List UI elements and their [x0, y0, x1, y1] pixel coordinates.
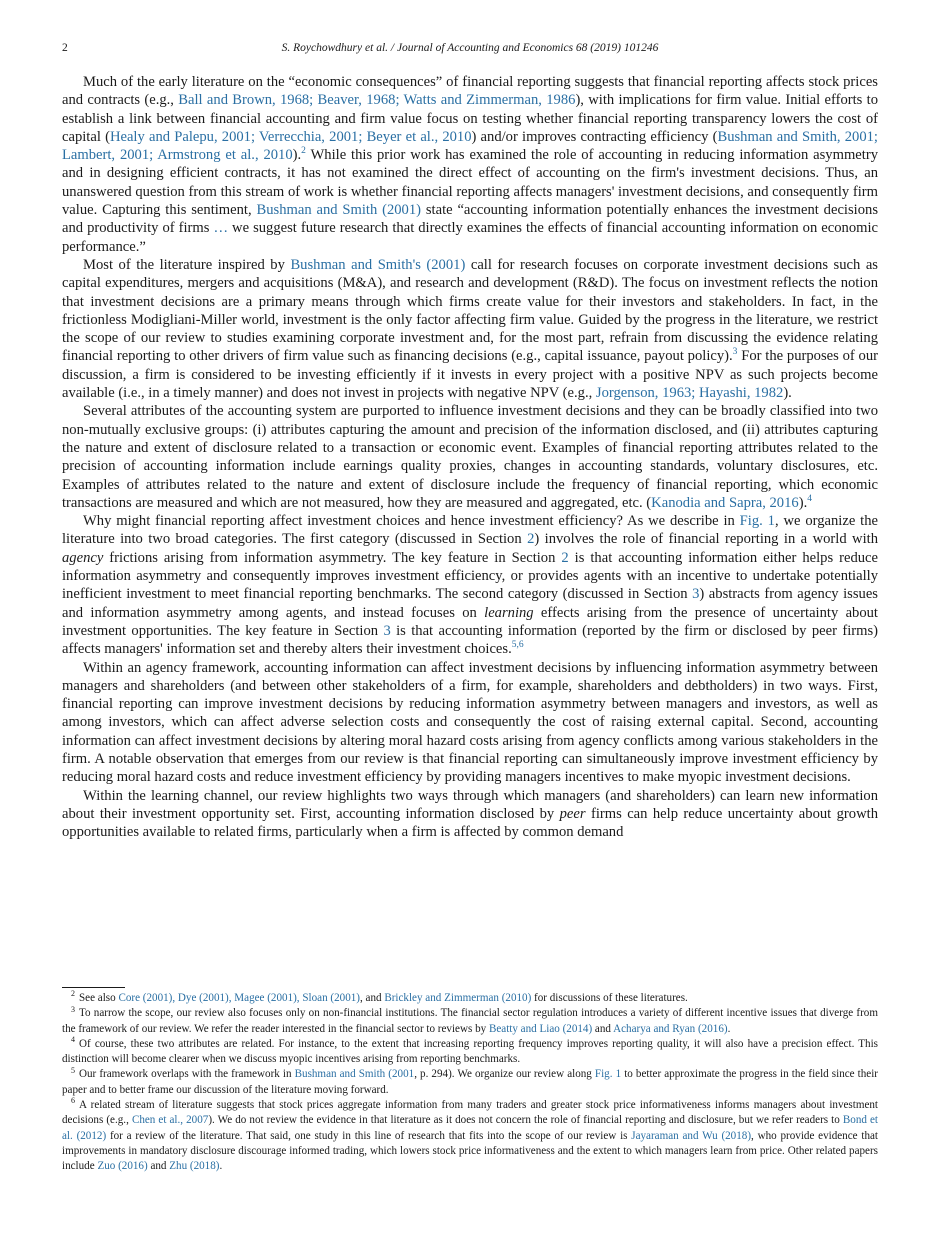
citation-link[interactable]: Kanodia and Sapra, 2016 [651, 494, 799, 511]
footnote-marker[interactable]: 2 [301, 146, 306, 157]
footnote-divider [62, 987, 125, 988]
footnote-4: $^4$ Of course, these two attributes are related. For instance, to the extent that increasing reporting frequency improves reporting quality, it will also have a precision effect. This distinction will become clearer when we discuss myopic incentives arising from reporting benchmarks. [62, 1035, 878, 1066]
paragraph-1: Much of the early literature on the “economic consequences” of financial reporting suggests that financial reporting affects stock prices and contracts (e.g., Ball and Brown, 1968; Beaver, 1968; Watts and Zimmerman, 1986), with implications for firm value. Initial efforts to establish a link between financial accounting and firm value focus on testing whether financial reporting transparency lowers the cost of capital (Healy and Palepu, 2001; Verrecchia, 2001; Beyer et al., 2010) and/or improves contracting efficiency (Bushman and Smith, 2001; Lambert, 2001; Armstrong et al., 2010).$^2$ While this prior work has examined the role of accounting in reducing information asymmetry and in designing efficient contracts, it has not examined the direct effect of accounting on the firm's investment decisions. Thus, an unanswered question from this stream of work is whether financial reporting affects managers' investment decisions, and consequently firm value. Capturing this sentiment, Bushman and Smith (2001) state “accounting information potentially enhances the investment decisions and productivity of firms … we suggest future research that directly examines the effects of financial accounting information on economic performance.” [62, 74, 878, 255]
section-link[interactable]: 3 [383, 622, 391, 639]
running-title: S. Roychowdhury et al. / Journal of Accounting and Economics 68 (2019) 101246 [281, 42, 659, 54]
paragraph-2: Most of the literature inspired by Bushman and Smith's (2001) call for research focuses on corporate investment decisions such as capital expenditures, mergers and acquisitions (M&A), and research and development (R&D). The focus on investment reflects the notion that investment decisions are a primary means through which firms create value for their investors and stakeholders. In fact, in the frictionless Modigliani-Miller world, investment is the only factor affecting firm value. Guided by the progress in the literature, we restrict the scope of our review to studies examining corporate investment and, for the most part, refrain from discussing the evidence relating financial reporting to other drivers of firm value such as financing decisions (e.g., capital issuance, payout policy).$^3$ For the purposes of our discussion, a firm is considered to be investing efficiently if it invests in every project with a positive NPV as such projects become available (i.e., in a timely manner) and does not invest in projects with negative NPV (e.g., Jorgenson, 1963; Hayashi, 1982). [62, 256, 878, 402]
citation-link[interactable]: Healy and Palepu, 2001; Verrecchia, 2001; Beyer et al., 2010 [109, 128, 472, 145]
citation-link[interactable]: Chen et al., 2007 [131, 1114, 209, 1127]
footnote-number: 2 [71, 989, 75, 999]
footnote-marker[interactable]: 4 [807, 493, 812, 504]
emphasis: peer [559, 805, 586, 822]
footnote-marker[interactable]: 3 [732, 347, 738, 358]
citation-link[interactable]: Zuo (2016) [97, 1160, 148, 1173]
citation-link[interactable]: Beatty and Liao (2014) [488, 1022, 593, 1035]
body-text [62, 73, 878, 841]
citation-link[interactable]: Bushman and Smith (2001) [256, 202, 422, 219]
citation-link[interactable]: Bond et al. (2012) [62, 1114, 878, 1142]
figure-link[interactable]: Fig. 1 [594, 1068, 622, 1081]
page-header [62, 42, 878, 60]
footnote-2: $^2$ See also Core (2001), Dye (2001), Magee (2001), Sloan (2001), and Brickley and Zimmerman (2010) for discussions of these literatures. [71, 989, 688, 1004]
citation-link[interactable]: Brickley and Zimmerman (2010) [384, 992, 532, 1004]
paragraph-4: Why might financial reporting affect investment choices and hence investment efficiency? As we describe in Fig. 1, we organize the literature into two broad categories. The first category (discussed in Section 2) involves the role of financial reporting in a world with agency frictions arising from information asymmetry. The key feature in Section 2 is that accounting information either helps reduce information asymmetry and consequently improves investment efficiency, or provides agents with an incentive to undertake potentially inefficient investment to meet financial reporting benchmarks. The second category (discussed in Section 3) abstracts from agency issues and information asymmetry among agents, and instead focuses on learning effects arising from the presence of uncertainty about investment opportunities. The key feature in Section 3 is that accounting information (reported by the firm or disclosed by peer firms) affects managers' information set and thereby alters their investment choices.$^{5,6}$ [62, 513, 879, 658]
citation-link[interactable]: Bushman and Smith's (2001) [290, 256, 466, 273]
footnote-number: 5 [71, 1065, 75, 1075]
footnote-number: 6 [71, 1096, 75, 1106]
citation-link[interactable]: Acharya and Ryan (2016) [613, 1022, 728, 1035]
footnote-6: $^6$ A related stream of literature suggests that stock prices aggregate information from many traders and greater stock price informativeness informs managers about investment decisions (e.g., Chen et al., 2007). We do not review the evidence in that literature as it does not concern the role of financial reporting and disclosure, but we refer readers to Bond et al. (2012) for a review of the literature. That said, one study in this line of research that fits into the scope of our review is Jayaraman and Wu (2018), who provide evidence that improvements in mandatory disclosure discourage informed trading, which lowers stock price informativeness and the extent to which managers learn from price. Other related papers include Zuo (2016) and Zhu (2018). [62, 1096, 878, 1173]
paragraph-6: Within the learning channel, our review highlights two ways through which managers (and shareholders) can learn new information about their investment opportunity set. First, accounting information disclosed by peer firms can help reduce uncertainty about growth opportunities available to related firms, particularly when a firm is affected by common demand [62, 787, 878, 841]
citation-link[interactable]: Jayaraman and Wu (2018) [631, 1129, 752, 1142]
footnotes [62, 991, 878, 1175]
citation-link[interactable]: Jorgenson, 1963; Hayashi, 1982 [595, 385, 784, 402]
footnote-number: 3 [71, 1004, 75, 1014]
emphasis: agency [62, 549, 104, 566]
citation-link[interactable]: Bushman and Smith (2001 [294, 1068, 415, 1081]
paragraph-5: Within an agency framework, accounting information can affect investment decisions by influencing information asymmetry between managers and shareholders (and between other stakeholders of a firm, for example, shareholders and debtholders) in two ways. First, financial reporting can improve investment decisions by reducing information asymmetry between managers and investors, as well as among investors, which can affect adverse selection costs and consequently the cost of raising external capital. Second, accounting information can affect investment decisions by altering moral hazard costs arising from agency conflicts among various stakeholders in the firm. A notable observation that emerges from our review is that financial reporting can simultaneously improve investment efficiency by reducing moral hazard costs and reduce investment efficiency by providing managers incentives to make myopic investment decisions. [62, 659, 878, 786]
citation-link[interactable]: Ball and Brown, 1968; Beaver, 1968; Watts and Zimmerman, 1986 [178, 92, 576, 109]
section-link[interactable]: 2 [527, 531, 535, 548]
citation-link[interactable]: Core (2001), Dye (2001), Magee (2001), Sloan (2001) [118, 992, 360, 1004]
citation-link[interactable]: Zhu (2018) [169, 1160, 220, 1173]
footnote-marker[interactable]: 5,6 [511, 640, 524, 651]
footnote-number: 4 [71, 1035, 75, 1045]
section-link[interactable]: 3 [692, 586, 700, 603]
footnote-3: $^3$ To narrow the scope, our review also focuses only on non-financial institutions. The financial sector regulation introduces a variety of different incentive issues that diverge from the framework of our review. We refer the reader interested in the financial sector to reviews by Beatty and Liao (2014) and Acharya and Ryan (2016). [62, 1004, 878, 1035]
paragraph-3: Several attributes of the accounting system are purported to influence investment decisions and they can be broadly classified into two non-mutually exclusive groups: (i) attributes capturing the amount and precision of the information disclosed, and (ii) attributes capturing the nature and extent of disclosure related to a transaction or economic event. Examples of financial reporting attributes related to the precision of accounting information include earnings quality proxies, changes in accounting standards, voluntary disclosures, etc. Examples of attributes related to the nature and extent of disclosure include the frequency of financial reporting, which economic transactions are measured and which are not measured, how they are measured and aggregated, etc. (Kanodia and Sapra, 2016).$^4$ [62, 403, 878, 511]
citation-link[interactable]: Bushman and Smith, 2001; Lambert, 2001; Armstrong et al., 2010 [62, 128, 878, 164]
emphasis: learning [484, 604, 534, 621]
figure-link[interactable]: Fig. 1 [739, 513, 775, 530]
page-number: 2 [62, 42, 68, 54]
section-link[interactable]: 2 [561, 549, 569, 566]
footnote-5: $^5$ Our framework overlaps with the framework in Bushman and Smith (2001, p. 294). We organize our review along Fig. 1 to better approximate the progress in the field since their paper and to better frame our discussion of the literature moving forward. [62, 1065, 879, 1096]
ellipsis-mark: … [213, 220, 229, 237]
